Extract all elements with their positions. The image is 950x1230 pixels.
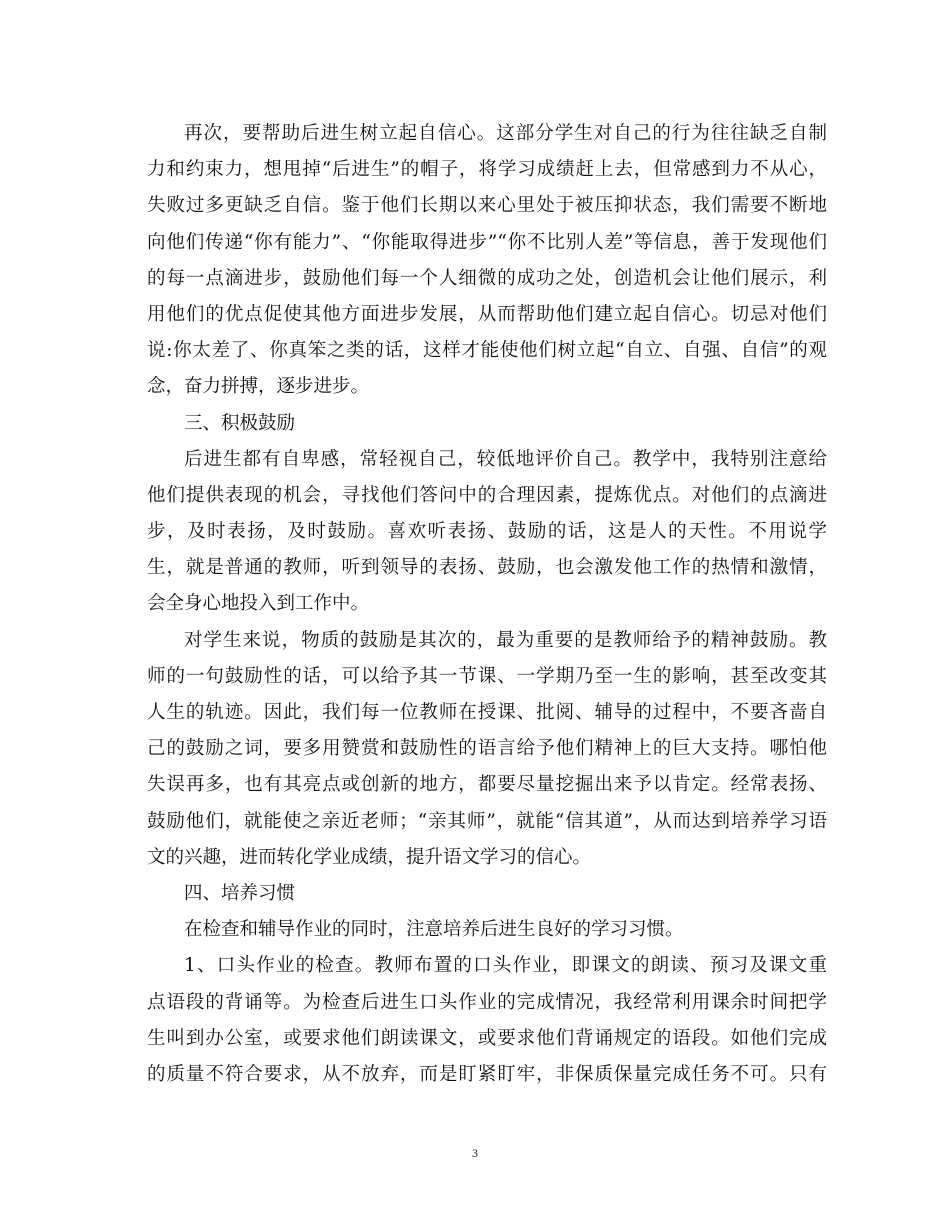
- text-line: 步，及时表扬，及时鼓励。喜欢听表扬、鼓励的话，这是人的天性。不用说学: [147, 521, 827, 543]
- text-line: 再次，要帮助后进生树立起自信心。这部分学生对自己的行为往往缺乏自制: [184, 123, 827, 144]
- text-line: 文的兴趣，进而转化学业成绩，提升语文学习的信心。: [147, 846, 592, 868]
- text-line: 人生的轨迹。因此，我们每一位教师在授课、批阅、辅导的过程中，不要吝啬自: [147, 702, 827, 723]
- text-line: 己的鼓励之词，要多用赞赏和鼓励性的语言给予他们精神上的巨大支持。哪怕他: [147, 738, 827, 760]
- text-line: 的质量不符合要求，从不放弃，而是盯紧盯牢，非保质保量完成任务不可。只有: [147, 1063, 827, 1085]
- text-line: 生叫到办公室，或要求他们朗读课文，或要求他们背诵规定的语段。如他们完成: [147, 1027, 827, 1049]
- text-line: 力和约束力，想甩掉“后进生”的帽子，将学习成绩赶上去，但常感到力不从心，: [147, 159, 827, 181]
- text-line: 用他们的优点促使其他方面进步发展，从而帮助他们建立起自信心。切忌对他们: [147, 303, 827, 325]
- page-number: 3: [472, 1146, 478, 1160]
- text-line: 的每一点滴进步，鼓励他们每一个人细微的成功之处，创造机会让他们展示，利: [147, 267, 827, 289]
- text-line: 对学生来说，物质的鼓励是其次的，最为重要的是教师给予的精神鼓励。教: [184, 629, 827, 651]
- text-line: 说:你太差了、你真笨之类的话，这样才能使他们树立起“自立、自强、自信”的观: [147, 340, 827, 362]
- text-line: 点语段的背诵等。为检查后进生口头作业的完成情况，我经常利用课余时间把学: [147, 991, 827, 1013]
- text-line: 三、积极鼓励: [184, 412, 296, 434]
- text-line: 师的一句鼓励性的话，可以给予其一节课、一学期乃至一生的影响，甚至改变其: [147, 665, 827, 687]
- text-line: 失误再多，也有其亮点或创新的地方，都要尽量挖掘出来予以肯定。经常表扬、: [147, 774, 827, 796]
- text-line: 在检查和辅导作业的同时，注意培养后进生良好的学习习惯。: [184, 919, 684, 941]
- text-line: 生，就是普通的教师，听到领导的表扬、鼓励，也会激发他工作的热情和激情，: [147, 557, 827, 579]
- body-text: [147, 116, 827, 1093]
- text-line: 四、培养习惯: [184, 882, 296, 904]
- text-line: 他们提供表现的机会，寻找他们答问中的合理因素，提炼优点。对他们的点滴进: [147, 484, 827, 506]
- text-line: 会全身心地投入到工作中。: [147, 593, 370, 615]
- text-line: 念，奋力拼搏，逐步进步。: [147, 376, 370, 398]
- text-line: 失败过多更缺乏自信。鉴于他们长期以来心里处于被压抑状态，我们需要不断地: [147, 195, 827, 217]
- text-line: 后进生都有自卑感，常轻视自己，较低地评价自己。教学中，我特别注意给: [184, 448, 827, 470]
- text-line: 向他们传递“你有能力”、“你能取得进步”“你不比别人差”等信息，善于发现他们: [147, 231, 827, 253]
- text-line: 1、口头作业的检查。教师布置的口头作业，即课文的朗读、预习及课文重: [184, 955, 827, 977]
- text-line: 鼓励他们，就能使之亲近老师；“亲其师”，就能“信其道”，从而达到培养学习语: [147, 810, 827, 832]
